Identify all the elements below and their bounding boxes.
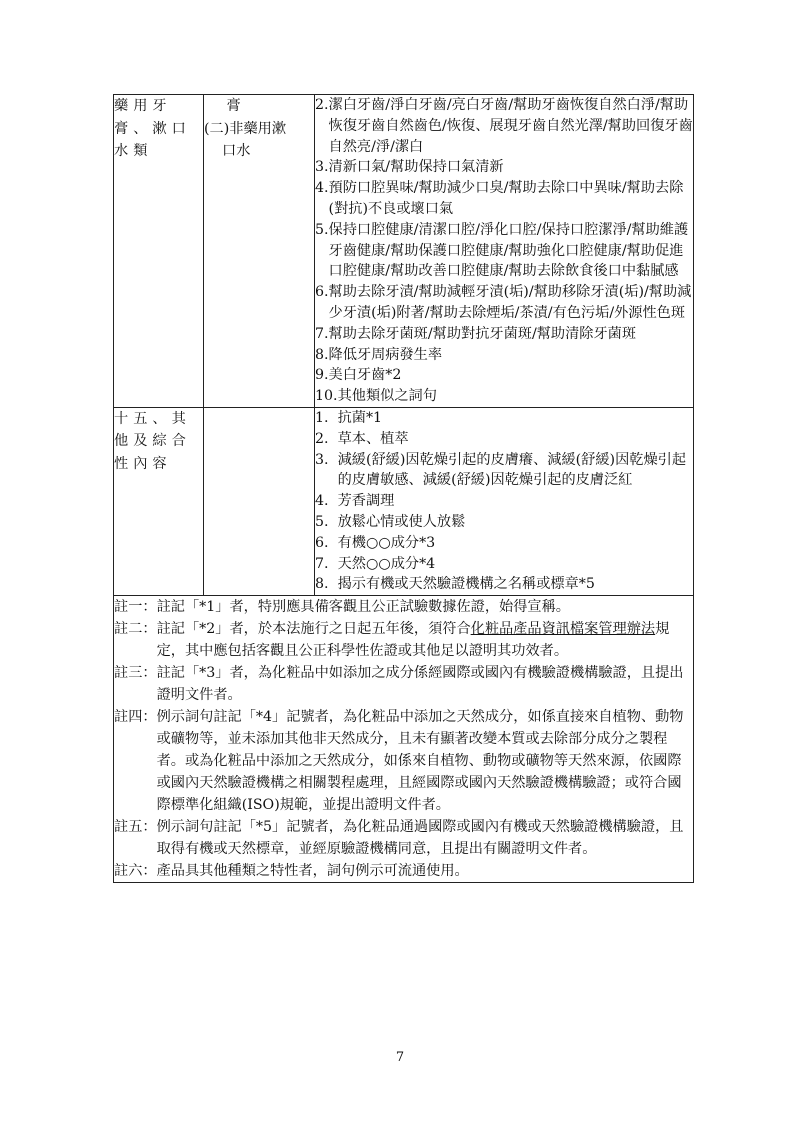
note-label: 註四： <box>114 709 157 726</box>
table-row-toothpaste <box>114 95 694 408</box>
list-item <box>315 282 693 324</box>
subcategory-cell <box>204 407 315 595</box>
note-1 <box>114 596 693 618</box>
item-text: 放鬆心情或使人放鬆 <box>337 513 466 530</box>
list-item <box>315 95 693 157</box>
item-number: 4. <box>315 180 329 197</box>
claims-list-cell <box>315 95 694 408</box>
note-6 <box>114 860 693 882</box>
subcategory-cell <box>204 95 315 408</box>
item-text: 預防口腔異味/幫助減少口臭/幫助去除口中異味/幫助去除(對抗)不良或壞口氣 <box>328 180 684 217</box>
item-number: 5. <box>315 513 338 530</box>
notes-cell <box>114 596 694 883</box>
item-number: 1. <box>315 409 338 426</box>
item-text: 美白牙齒*2 <box>328 367 402 384</box>
claims-list-cell <box>315 407 694 595</box>
item-text: 幫助去除牙菌斑/幫助對抗牙菌斑/幫助清除牙菌斑 <box>328 325 637 342</box>
table-row-notes <box>114 596 694 883</box>
subcategory-line: (二)非藥用漱 <box>204 120 287 137</box>
note-5 <box>114 816 693 860</box>
table-row-other <box>114 407 694 595</box>
note-3 <box>114 662 693 706</box>
item-text: 幫助去除牙漬/幫助減輕牙漬(垢)/幫助移除牙漬(垢)/幫助減少牙漬(垢)附著/幫助去除煙垢/茶漬/有色污垢/外源性色斑 <box>328 284 692 321</box>
list-item <box>315 178 693 220</box>
note-text-part: 產品具其他種類之特性者，詞句例示可流通使用。 <box>156 863 469 880</box>
list-item <box>315 450 693 492</box>
item-number: 8. <box>315 576 338 593</box>
item-text: 有機○○成分*3 <box>337 534 436 551</box>
category-cell: 藥用牙膏、漱口水類 <box>114 95 204 408</box>
item-number: 8. <box>315 346 329 363</box>
item-number: 6. <box>315 284 329 301</box>
item-text: 芳香調理 <box>337 493 395 510</box>
note-text <box>157 662 693 706</box>
list-item <box>315 365 693 386</box>
note-text-part: 註記「*3」者，為化粧品中如添加之成分係經國際或國內有機驗證機構驗證，且提出證明文件者。 <box>156 665 684 704</box>
item-text: 天然○○成分*4 <box>337 555 436 572</box>
note-text-part: 註記「*1」者，特別應具備客觀且公正試驗數據佐證，始得宣稱。 <box>156 599 570 616</box>
item-number: 7. <box>315 555 338 572</box>
list-item <box>315 554 693 575</box>
note-text <box>157 706 693 816</box>
item-number: 9. <box>315 367 329 384</box>
note-label: 註三： <box>114 665 157 682</box>
item-number: 2. <box>315 430 338 447</box>
item-text: 其他類似之詞句 <box>337 388 437 405</box>
note-text <box>157 618 693 662</box>
list-item <box>315 491 693 512</box>
item-text: 清新口氣/幫助保持口氣清新 <box>328 159 504 176</box>
note-text-part: 註記「*2」者，於本法施行之日起五年後，須符合 <box>156 621 471 638</box>
note-text <box>157 816 693 860</box>
item-number: 2. <box>315 97 329 113</box>
list-item <box>315 408 693 429</box>
item-text: 保持口腔健康/清潔口腔/淨化口腔/保持口腔潔淨/幫助維護牙齒健康/幫助保護口腔健康/幫助強化口腔健康/幫助促進口腔健康/幫助改善口腔健康/幫助去除飲食後口中黏膩感 <box>328 221 689 280</box>
list-item <box>315 574 693 595</box>
item-number: 4. <box>315 493 338 510</box>
list-item <box>315 220 693 282</box>
subcategory-line: 膏 <box>204 98 241 114</box>
regulation-link[interactable]: 化粧品產品資訊檔案管理辦法 <box>470 621 656 638</box>
item-number: 3. <box>315 159 329 176</box>
note-label: 註五： <box>114 819 157 836</box>
note-label: 註六： <box>114 863 157 880</box>
subcategory-line: 口水 <box>204 143 251 159</box>
item-number: 6. <box>315 534 338 551</box>
note-text-part: 規定，其中應包括客觀且公正科學性佐證或其他足以證明其功效者。 <box>156 621 670 660</box>
note-text-part: 例示詞句註記「*5」記號者，為化粧品通過國際或國內有機或天然驗證機構驗證，且取得有機或天然標章，並經原驗證機構同意，且提出有關證明文件者。 <box>156 819 684 858</box>
item-number: 10. <box>315 388 338 405</box>
claims-table <box>113 94 694 883</box>
list-item <box>315 157 693 178</box>
page-number: 7 <box>395 1050 405 1065</box>
note-label: 註一： <box>114 599 157 616</box>
list-item <box>315 533 693 554</box>
note-text <box>157 860 693 882</box>
list-item <box>315 386 693 407</box>
item-text: 降低牙周病發生率 <box>328 346 443 363</box>
item-text: 潔白牙齒/淨白牙齒/亮白牙齒/幫助牙齒恢復自然白淨/幫助恢復牙齒自然齒色/恢復、展現牙齒自然光澤/幫助回復牙齒自然亮/淨/潔白 <box>328 97 693 155</box>
note-label: 註二： <box>114 621 157 638</box>
item-number: 3. <box>315 451 338 468</box>
item-number: 5. <box>315 221 329 238</box>
item-text: 抗菌*1 <box>337 409 383 426</box>
list-item <box>315 512 693 533</box>
item-number: 7. <box>315 325 329 342</box>
note-text <box>157 596 693 618</box>
list-item <box>315 345 693 366</box>
item-text: 減緩(舒緩)因乾燥引起的皮膚癢、減緩(舒緩)因乾燥引起的皮膚敏感、減緩(舒緩)因乾燥引起的皮膚泛紅 <box>337 451 687 489</box>
list-item <box>315 429 693 450</box>
item-text: 草本、植萃 <box>337 430 409 447</box>
note-4 <box>114 706 693 816</box>
note-text-part: 例示詞句註記「*4」記號者，為化粧品中添加之天然成分，如係直接來自植物、動物或礦物等，並未添加其他非天然成分，且未有顯著改變本質或去除部分成分之製程者。或為化粧品中添加之天然成分，如係來自植物、動物或礦物等天然來源，依國際或國內天然驗證機構之相關製程處理，且經國際或國內天然驗證機構驗證；或符合國際標準化組織(ISO)規範，並提出證明文件者。 <box>156 709 684 814</box>
note-2 <box>114 618 693 662</box>
item-text: 揭示有機或天然驗證機構之名稱或標章*5 <box>337 576 595 593</box>
list-item <box>315 324 693 345</box>
category-cell: 十五、其他及綜合性內容 <box>114 407 204 595</box>
